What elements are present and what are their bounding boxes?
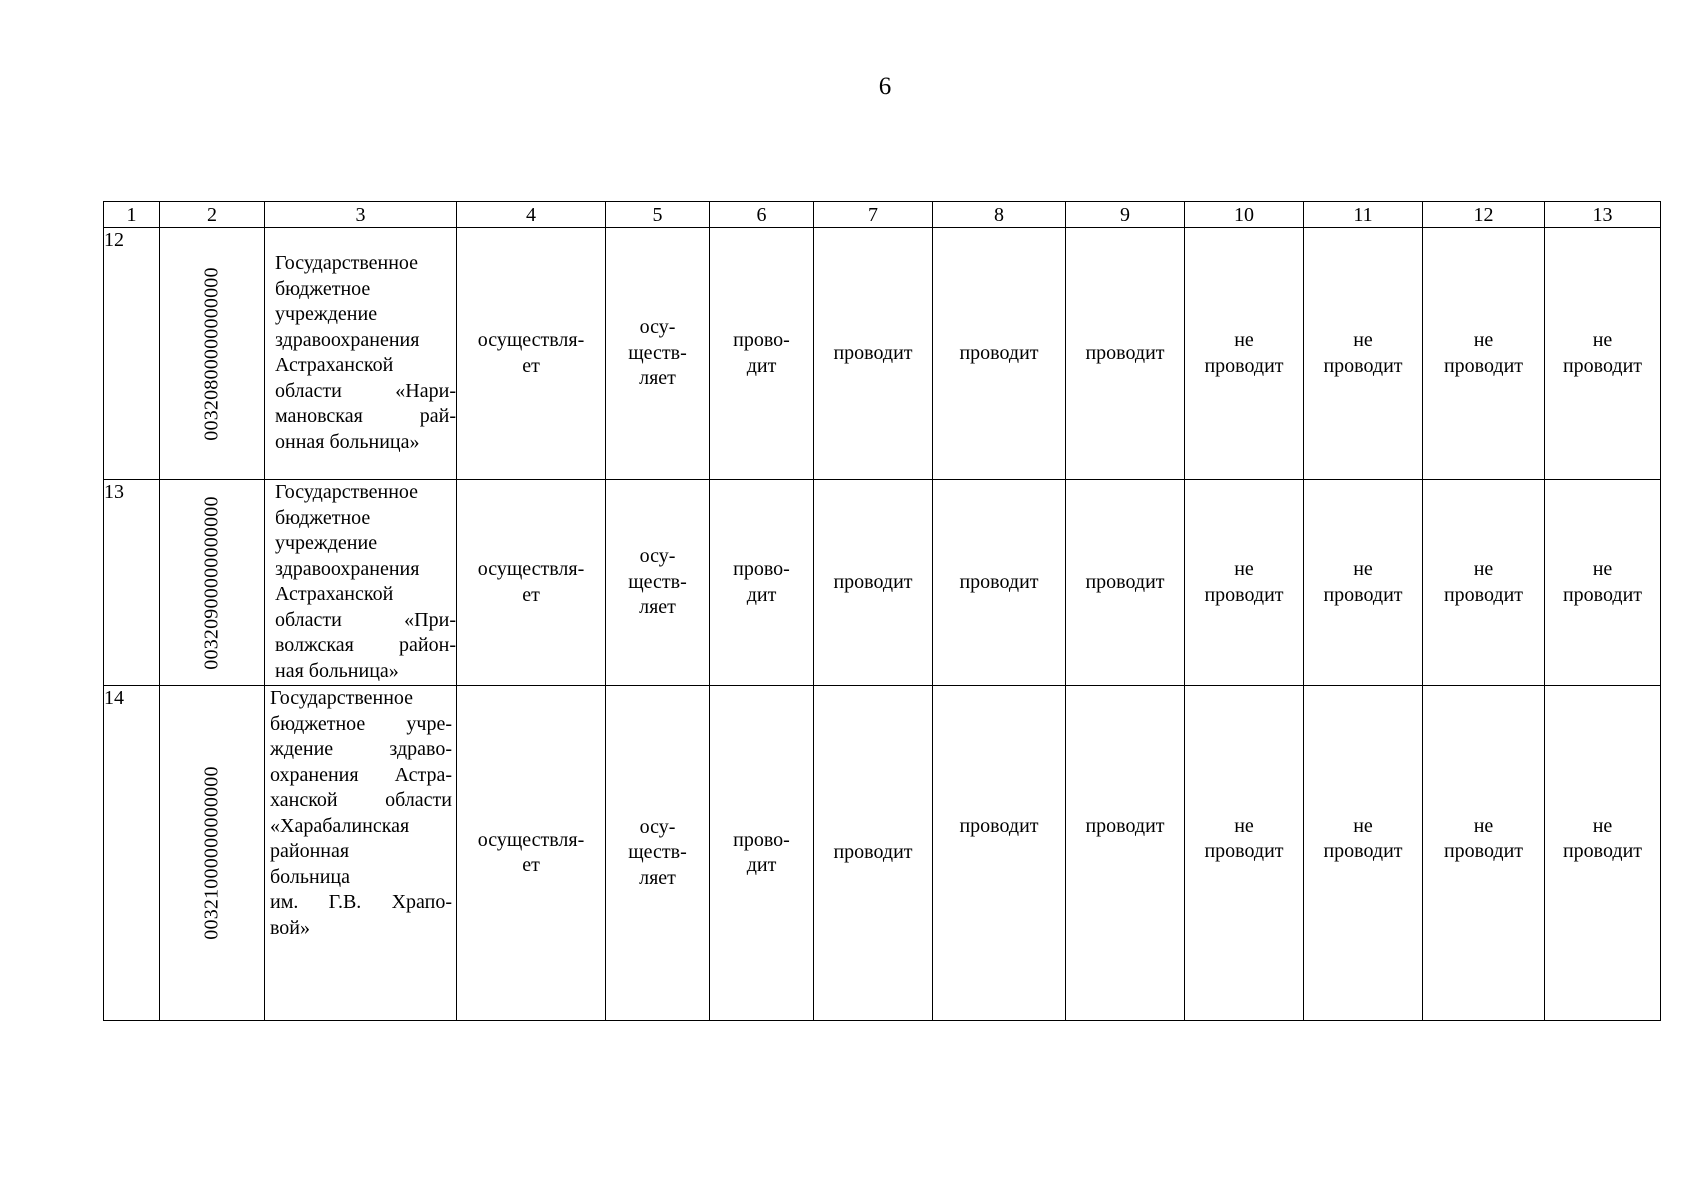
name-line: здравоохранения xyxy=(275,557,420,580)
name-line: бюджетное xyxy=(275,277,371,300)
cell-line: осу- xyxy=(639,316,676,339)
col5-cell xyxy=(606,686,710,1021)
cell-line: проводит xyxy=(1204,354,1284,377)
row-number: 14 xyxy=(104,686,160,1021)
col8-cell: проводит xyxy=(933,686,1066,1021)
registry-code: 00320900000000000 xyxy=(200,495,223,670)
name-line: ханской области xyxy=(270,789,452,811)
cell-line: ет xyxy=(522,583,540,606)
cell-line: не xyxy=(1234,814,1254,837)
cell-line: проводит xyxy=(1562,583,1643,606)
registry-code: 00321000000000000 xyxy=(200,766,223,940)
col9-cell: проводит xyxy=(1066,686,1185,1021)
cell-line: дит xyxy=(746,854,777,876)
cell-line: прово- xyxy=(733,828,790,851)
col11-cell xyxy=(1304,480,1423,686)
name-line: бюджетное учре- xyxy=(270,712,452,735)
table-row xyxy=(104,228,1661,480)
cell-line: прово- xyxy=(733,558,790,580)
cell-line: осу- xyxy=(639,815,676,838)
name-line: мановская рай- xyxy=(275,405,456,427)
column-header: 5 xyxy=(606,202,710,228)
col9-cell: проводит xyxy=(1066,228,1185,480)
column-header: 6 xyxy=(710,202,814,228)
cell-line: проводит xyxy=(1323,840,1403,862)
name-line: Астраханской xyxy=(275,354,394,376)
column-header: 12 xyxy=(1423,202,1545,228)
col4-cell xyxy=(457,686,606,1021)
column-header: 10 xyxy=(1185,202,1304,228)
column-header: 1 xyxy=(104,202,160,228)
name-line: учреждение xyxy=(275,532,378,554)
cell-line: не xyxy=(1234,558,1254,580)
name-line: районная xyxy=(270,840,350,862)
col5-cell xyxy=(606,228,710,480)
code-cell xyxy=(160,228,265,480)
table-row xyxy=(104,480,1661,686)
cell-line: осуществля- xyxy=(477,558,585,580)
cell-line: ет xyxy=(522,354,540,377)
code-cell xyxy=(160,480,265,686)
col5-cell xyxy=(606,480,710,686)
cell-line: прово- xyxy=(733,329,790,351)
col10-cell xyxy=(1185,480,1304,686)
table-row xyxy=(104,686,1661,1021)
name-line: «Харабалинская xyxy=(270,814,410,837)
col4-cell xyxy=(457,480,606,686)
col8-cell: проводит xyxy=(933,228,1066,480)
name-line: больница xyxy=(270,865,350,888)
name-line: ждение здраво- xyxy=(270,738,452,760)
column-header: 3 xyxy=(265,202,457,228)
name-line: здравоохранения xyxy=(275,328,420,351)
cell-line: проводит xyxy=(1562,354,1643,377)
col7-cell: проводит xyxy=(814,228,933,480)
name-line: учреждение xyxy=(275,303,378,325)
name-line: волжская район- xyxy=(275,634,456,656)
cell-line: ляет xyxy=(639,596,676,619)
cell-line: ет xyxy=(522,854,540,876)
col13-cell xyxy=(1545,686,1661,1021)
cell-line: проводит xyxy=(1562,840,1643,862)
cell-line: проводит xyxy=(1443,354,1524,377)
cell-line: ляет xyxy=(639,866,676,889)
cell-line: ществ- xyxy=(628,570,687,593)
cell-line: проводит xyxy=(1204,583,1284,606)
header-row xyxy=(104,202,1661,228)
cell-line: проводит xyxy=(1204,840,1284,862)
cell-line: дит xyxy=(746,583,777,606)
name-line: Государственное xyxy=(275,481,419,503)
cell-line: ляет xyxy=(639,367,676,390)
column-header: 9 xyxy=(1066,202,1185,228)
col8-cell: проводит xyxy=(933,480,1066,686)
name-line: охранения Астра- xyxy=(270,763,452,786)
cell-line: не xyxy=(1353,814,1373,837)
cell-line: проводит xyxy=(1323,354,1403,377)
cell-line: проводит xyxy=(1443,583,1524,606)
name-line: области «При- xyxy=(275,608,456,631)
name-line: Астраханской xyxy=(275,583,394,605)
name-line: Государственное xyxy=(270,687,414,709)
cell-line: дит xyxy=(746,354,777,377)
cell-line: осу- xyxy=(639,545,676,568)
column-header: 13 xyxy=(1545,202,1661,228)
col7-cell: проводит xyxy=(814,686,933,1021)
institution-name xyxy=(265,686,457,1021)
cell-line: не xyxy=(1353,329,1373,351)
col4-cell xyxy=(457,228,606,480)
cell-line: не xyxy=(1592,558,1613,580)
institution-name xyxy=(265,480,457,686)
col10-cell xyxy=(1185,686,1304,1021)
cell-line: не xyxy=(1592,329,1613,351)
cell-line: не xyxy=(1353,558,1373,580)
column-header: 2 xyxy=(160,202,265,228)
institution-name xyxy=(265,228,457,480)
cell-line: проводит xyxy=(1443,840,1524,862)
column-header: 11 xyxy=(1304,202,1423,228)
data-table xyxy=(103,201,1661,1021)
col12-cell xyxy=(1423,686,1545,1021)
col10-cell xyxy=(1185,228,1304,480)
column-header: 4 xyxy=(457,202,606,228)
page-number: 6 xyxy=(878,73,892,100)
name-line: вой» xyxy=(270,916,311,939)
col11-cell xyxy=(1304,686,1423,1021)
name-line: бюджетное xyxy=(275,506,371,529)
col6-cell xyxy=(710,480,814,686)
name-line: им. Г.В. Храпо- xyxy=(270,891,452,913)
cell-line: не xyxy=(1473,329,1494,351)
col9-cell: проводит xyxy=(1066,480,1185,686)
cell-line: проводит xyxy=(1323,583,1403,606)
cell-line: осуществля- xyxy=(477,828,585,851)
col6-cell xyxy=(710,228,814,480)
row-number: 12 xyxy=(104,228,160,480)
name-line: Государственное xyxy=(275,252,419,274)
col7-cell: проводит xyxy=(814,480,933,686)
name-line: ная больница» xyxy=(275,659,399,682)
col6-cell xyxy=(710,686,814,1021)
column-header: 7 xyxy=(814,202,933,228)
cell-line: не xyxy=(1473,814,1494,837)
registry-code: 00320800000000000 xyxy=(200,266,223,441)
cell-line: не xyxy=(1473,558,1494,580)
name-line: области «Нари- xyxy=(275,379,456,402)
cell-line: не xyxy=(1592,814,1613,837)
cell-line: не xyxy=(1234,329,1254,351)
cell-line: ществ- xyxy=(628,841,687,864)
col11-cell xyxy=(1304,228,1423,480)
cell-line: ществ- xyxy=(628,341,687,364)
col12-cell xyxy=(1423,480,1545,686)
column-header: 8 xyxy=(933,202,1066,228)
col12-cell xyxy=(1423,228,1545,480)
name-line: онная больница» xyxy=(275,430,420,453)
code-cell xyxy=(160,686,265,1021)
col13-cell xyxy=(1545,228,1661,480)
cell-line: осуществля- xyxy=(477,329,585,351)
col13-cell xyxy=(1545,480,1661,686)
row-number: 13 xyxy=(104,480,160,686)
